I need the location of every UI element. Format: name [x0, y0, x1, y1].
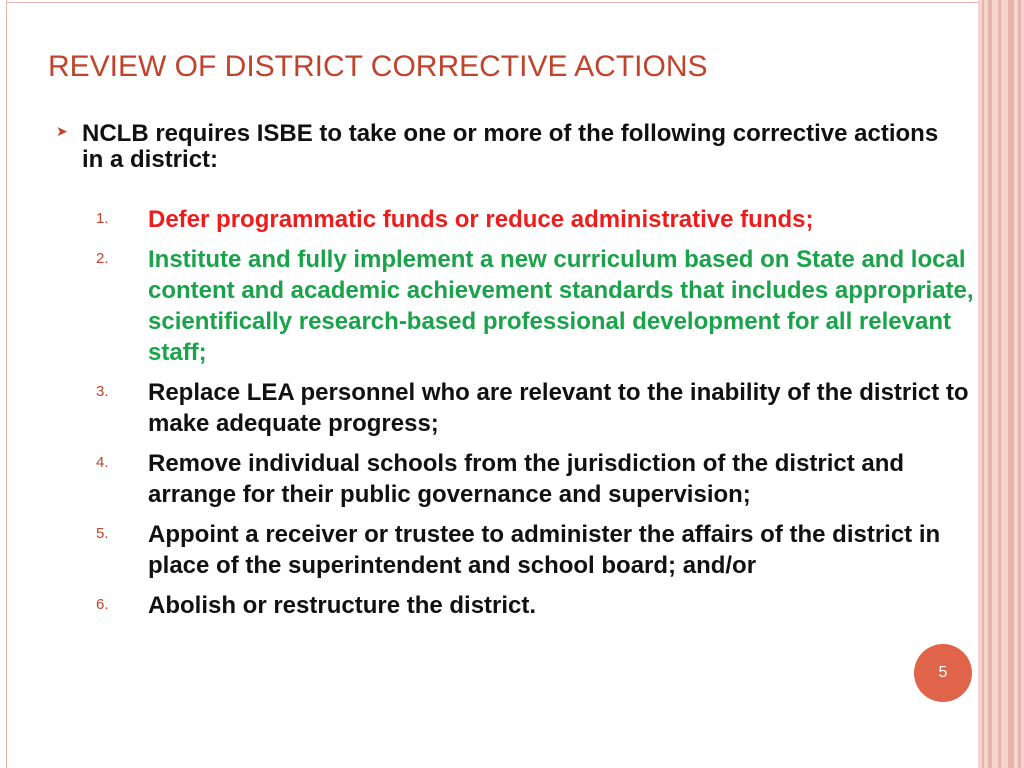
list-item — [96, 377, 986, 439]
top-border-line — [6, 2, 980, 3]
list-item — [96, 448, 986, 510]
list-number: 4. — [96, 454, 109, 471]
list-item — [96, 244, 986, 368]
list-item — [96, 519, 986, 581]
stripe — [998, 0, 1001, 768]
list-number: 5. — [96, 525, 109, 542]
page-number-badge: 5 — [914, 644, 972, 702]
list-item-text: Remove individual schools from the jurisdiction of the district and arrange for their public governance and supervision; — [148, 450, 905, 508]
list-item-text: Replace LEA personnel who are relevant to the inability of the district to make adequate progress; — [148, 379, 969, 437]
slide-title: REVIEW OF DISTRICT CORRECTIVE ACTIONS — [48, 50, 708, 83]
list-item-text: Abolish or restructure the district. — [148, 592, 537, 619]
list-number: 1. — [96, 210, 109, 227]
stripe — [988, 0, 992, 768]
stripe — [1018, 0, 1021, 768]
list-number: 2. — [96, 250, 109, 267]
list-item — [96, 590, 986, 621]
list-item-text: Institute and fully implement a new curriculum based on State and local content and academic achievement standards that includes appropriate, scientifically research-based professional development for all relevant staff; — [148, 246, 974, 366]
intro-bullet — [56, 121, 956, 173]
corrective-actions-list — [96, 204, 986, 630]
list-item-text: Defer programmatic funds or reduce administrative funds; — [148, 206, 814, 233]
list-item — [96, 204, 986, 235]
list-number: 6. — [96, 596, 109, 613]
arrow-bullet-icon: ➤ — [56, 123, 68, 139]
list-item-text: Appoint a receiver or trustee to administer the affairs of the district in place of the superintendent and school board; and/or — [148, 521, 941, 579]
intro-text: NCLB requires ISBE to take one or more of the following corrective actions in a district: — [82, 120, 939, 173]
left-border-line — [6, 0, 7, 768]
stripe — [1008, 0, 1014, 768]
list-number: 3. — [96, 383, 109, 400]
